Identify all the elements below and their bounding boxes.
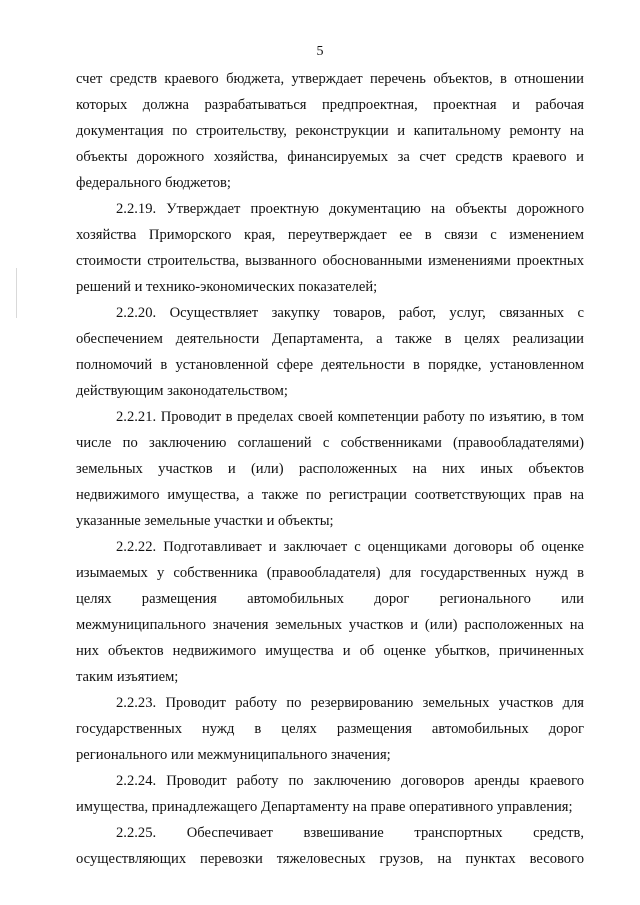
document-body bbox=[76, 66, 584, 872]
text-line: полномочий в установленной сфере деятельности в порядке, установленном bbox=[76, 357, 584, 373]
text-line: указанные земельные участки и объекты; bbox=[76, 513, 334, 529]
text-line: объекты дорожного хозяйства, финансируемых за счет средств краевого и bbox=[76, 149, 584, 165]
text-line: обеспечением деятельности Департамента, а также в целях реализации bbox=[76, 331, 584, 347]
scan-artifact-line bbox=[16, 268, 17, 318]
text-line: стоимости строительства, вызванного обоснованными изменениями проектных bbox=[76, 253, 584, 269]
text-line: изымаемых у собственника (правообладателя) для государственных нужд в bbox=[76, 565, 584, 581]
text-line: имущества, принадлежащего Департаменту на праве оперативного управления; bbox=[76, 799, 573, 815]
text-line: регионального или межмуниципального значения; bbox=[76, 747, 391, 763]
paragraph bbox=[76, 66, 584, 196]
text-line: осуществляющих перевозки тяжеловесных грузов, на пунктах весового bbox=[76, 851, 584, 867]
text-line: 2.2.22. Подготавливает и заключает с оценщиками договоры об оценке bbox=[116, 539, 584, 555]
page-number: 5 bbox=[316, 44, 324, 59]
paragraph bbox=[76, 768, 584, 820]
text-line: которых должна разрабатываться предпроектная, проектная и рабочая bbox=[76, 97, 584, 113]
paragraph bbox=[76, 820, 584, 872]
text-line: таким изъятием; bbox=[76, 669, 179, 685]
text-line: числе по заключению соглашений с собственниками (правообладателями) bbox=[76, 435, 584, 451]
text-line: 2.2.23. Проводит работу по резервированию земельных участков для bbox=[116, 695, 584, 711]
text-line: недвижимого имущества, а также по регистрации соответствующих прав на bbox=[76, 487, 584, 503]
text-line: решений и технико-экономических показателей; bbox=[76, 279, 378, 295]
paragraph bbox=[76, 534, 584, 690]
text-line: 2.2.19. Утверждает проектную документацию на объекты дорожного bbox=[116, 201, 584, 217]
text-line: них объектов недвижимого имущества и об оценке убытков, причиненных bbox=[76, 643, 584, 659]
text-line: хозяйства Приморского края, переутверждает ее в связи с изменением bbox=[76, 227, 584, 243]
text-line: межмуниципального значения земельных участков и (или) расположенных на bbox=[76, 617, 584, 633]
text-line: государственных нужд в целях размещения автомобильных дорог bbox=[76, 721, 584, 737]
text-line: земельных участков и (или) расположенных на них иных объектов bbox=[76, 461, 584, 477]
text-line: 2.2.20. Осуществляет закупку товаров, работ, услуг, связанных с bbox=[116, 305, 584, 321]
text-line: 2.2.21. Проводит в пределах своей компетенции работу по изъятию, в том bbox=[116, 409, 584, 425]
text-line: документация по строительству, реконструкции и капитальному ремонту на bbox=[76, 123, 584, 139]
text-line: федерального бюджетов; bbox=[76, 175, 231, 191]
paragraph bbox=[76, 690, 584, 768]
text-line: 2.2.24. Проводит работу по заключению договоров аренды краевого bbox=[116, 773, 584, 789]
text-line: 2.2.25. Обеспечивает взвешивание транспортных средств, bbox=[116, 825, 584, 841]
paragraph bbox=[76, 404, 584, 534]
text-line: счет средств краевого бюджета, утверждает перечень объектов, в отношении bbox=[76, 71, 584, 87]
paragraph bbox=[76, 300, 584, 404]
text-line: действующим законодательством; bbox=[76, 383, 288, 399]
paragraph bbox=[76, 196, 584, 300]
text-line: целях размещения автомобильных дорог регионального или bbox=[76, 591, 584, 607]
